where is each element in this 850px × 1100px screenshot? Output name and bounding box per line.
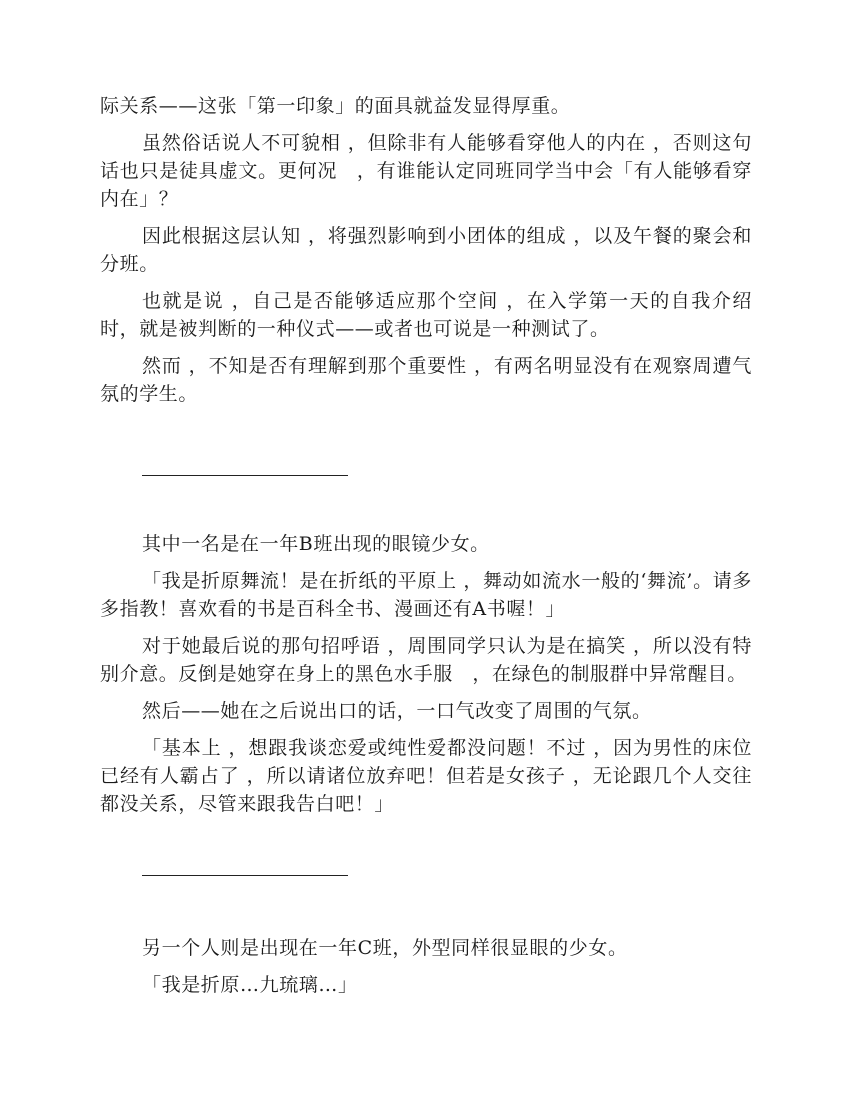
paragraph: 然后——她在之后说出口的话，一口气改变了周围的气氛。 xyxy=(142,700,652,722)
section-2 xyxy=(100,530,752,818)
paragraph: 「基本上 ，想跟我谈恋爱或纯性爱都没问题！不过 ，因为男性的床位已经有人霸占了 ，所以请诸位放弃吧！但若是女孩子 ，无论跟几个人交往都没关系，尽管来跟我告白吧！」 xyxy=(100,737,752,815)
paragraph: 对于她最后说的那句招呼语 ，周围同学只认为是在搞笑 ，所以没有特别介意。反倒是她穿在身上的黑色水手服 ，在绿色的制服群中异常醒目。 xyxy=(100,635,752,685)
paragraph: 「我是折原舞流！是在折纸的平原上 ，舞动如流水一般的‘舞流’。请多多指教！喜欢看的书是百科全书、漫画还有A书喔！」 xyxy=(100,570,752,620)
paragraph: 因此根据这层认知 ，将强烈影响到小团体的组成 ，以及午餐的聚会和分班。 xyxy=(100,225,752,275)
section-3 xyxy=(100,934,752,999)
paragraph: 也就是说 ，自己是否能够适应那个空间 ，在入学第一天的自我介绍时，就是被判断的一种仪式——或者也可说是一种测试了。 xyxy=(100,290,752,340)
paragraph: 另一个人则是出现在一年C班，外型同样很显眼的少女。 xyxy=(142,937,628,959)
document-page xyxy=(100,92,752,1008)
paragraph: 虽然俗话说人不可貌相 ，但除非有人能够看穿他人的内在 ，否则这句话也只是徒具虚文。更何况 ，有谁能认定同班同学当中会「有人能够看穿内在」？ xyxy=(100,132,752,210)
paragraph: 然而 ，不知是否有理解到那个重要性 ，有两名明显没有在观察周遭气氛的学生。 xyxy=(100,355,752,405)
paragraph: 「我是折原…九琉璃…」 xyxy=(142,974,358,996)
paragraph: 其中一名是在一年B班出现的眼镜少女。 xyxy=(142,533,490,555)
section-1 xyxy=(100,92,752,408)
paragraph: 际关系——这张「第一印象」的面具就益发显得厚重。 xyxy=(100,95,571,117)
